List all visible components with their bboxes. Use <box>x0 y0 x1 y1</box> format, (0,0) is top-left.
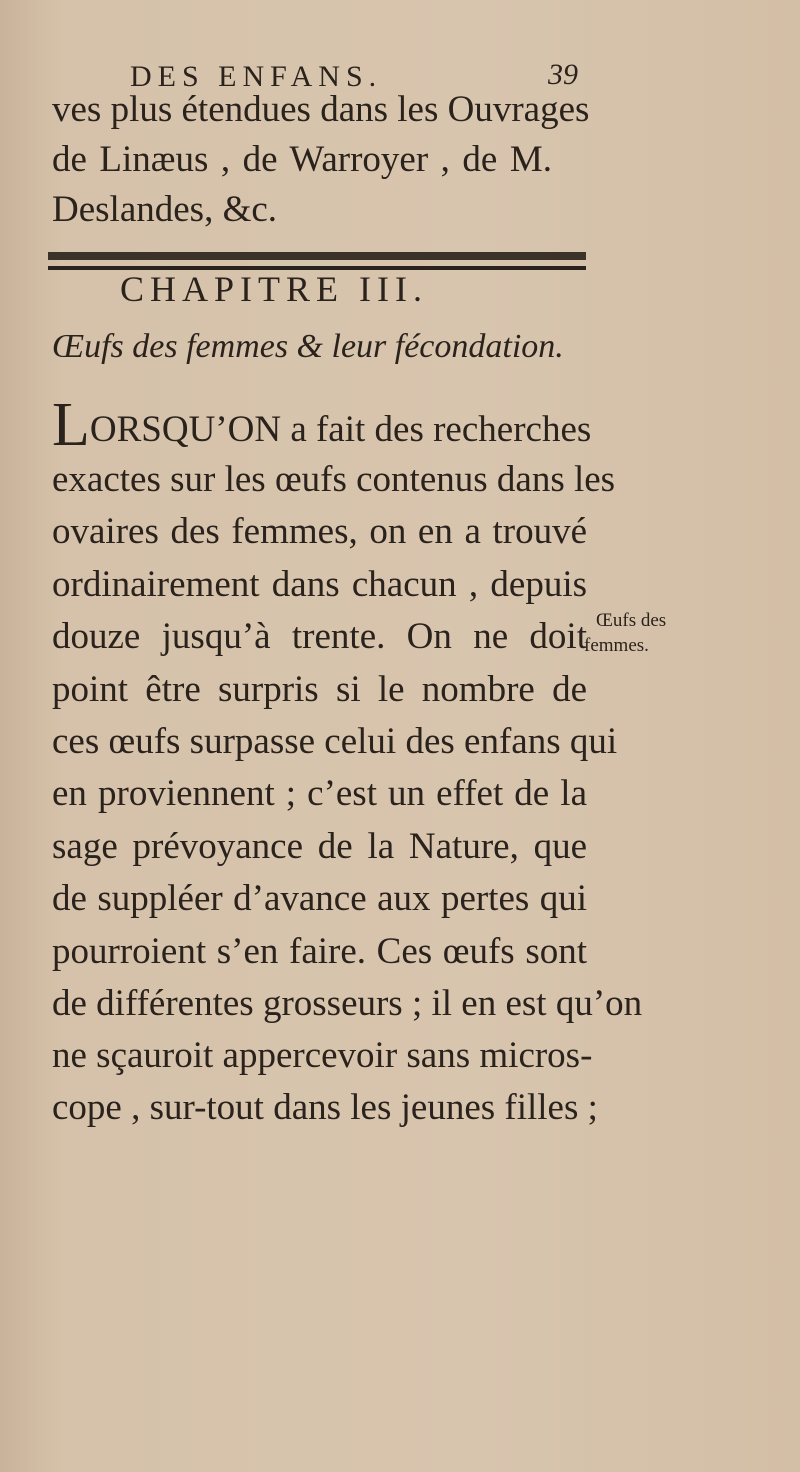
text-line: sage prévoyance de la Nature, que <box>52 826 587 867</box>
margin-note-line: femmes. <box>584 635 649 656</box>
running-head: DES ENFANS. <box>130 60 383 93</box>
text-line: de suppléer d’avance aux pertes qui <box>52 878 587 919</box>
text-line: point être surpris si le nombre de <box>52 669 587 710</box>
chapter-subtitle: Œufs des femmes & leur fécondation. <box>52 328 564 365</box>
drop-cap: L <box>52 391 90 459</box>
page-number: 39 <box>548 58 578 91</box>
text-line: en proviennent ; c’est un effet de la <box>52 773 587 814</box>
smallcaps-word: ORSQU’ON <box>89 409 282 450</box>
text-segment: a fait des recherches <box>281 409 592 450</box>
text-line: Deslandes, &c. <box>52 189 278 230</box>
text-line: ovaires des femmes, on en a trouvé <box>52 511 587 552</box>
text-line: de Linæus , de Warroyer , de M. <box>52 139 552 180</box>
text-line: exactes sur les œufs contenus dans les <box>52 459 616 500</box>
margin-note-line: Œufs des <box>596 610 667 631</box>
text-line: ne sçauroit appercevoir sans micros- <box>52 1035 593 1076</box>
text-line: cope , sur-tout dans les jeunes filles ; <box>52 1087 598 1128</box>
text-line: douze jusqu’à trente. On ne doit <box>52 616 587 657</box>
text-line: ordinairement dans chacun , depuis <box>52 564 587 605</box>
text-line: ces œufs surpasse celui des enfans qui <box>52 721 618 762</box>
text-line-first <box>52 391 592 459</box>
text-line: ves plus étendues dans les Ouvrages <box>52 89 590 130</box>
text-line: pourroient s’en faire. Ces œufs sont <box>52 931 587 972</box>
chapter-title: CHAPITRE III. <box>120 269 428 309</box>
text-line: de différentes grosseurs ; il en est qu’on <box>52 983 643 1024</box>
